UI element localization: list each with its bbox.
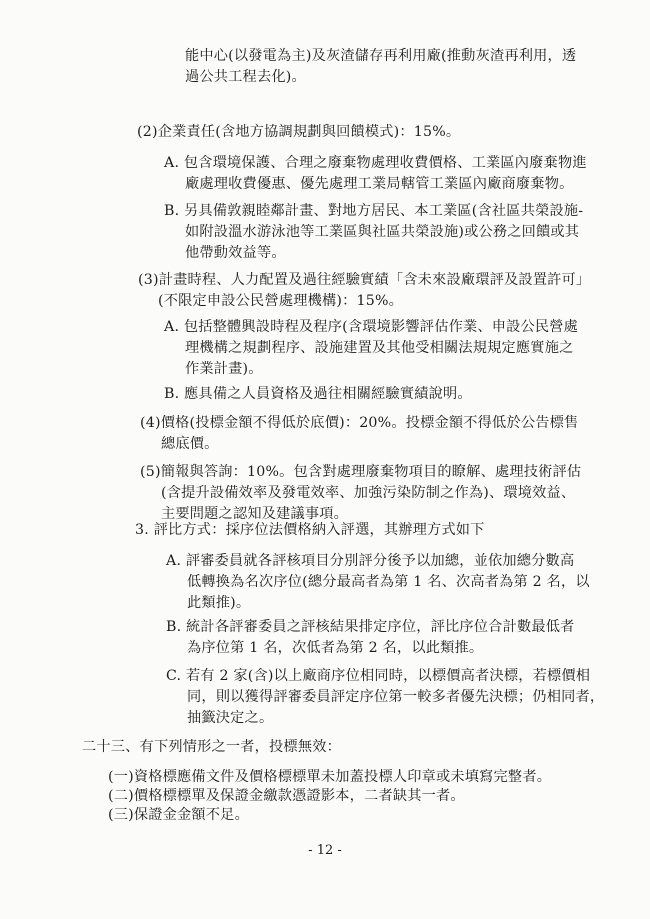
text-line: (三)保證金金額不足。 [108,807,249,823]
page-number: - 12 - [308,843,342,858]
article-23-item-2 [108,786,465,807]
text-line: A. 包括整體興設時程及程序(含環境影響評估作業、申設公民營處 [164,319,579,335]
text-line: 理機構之規劃程序、設施建置及其他受相關法規規定應實施之 [185,340,574,356]
text-line: 為序位第 1 名，次低者為第 2 名，以此類推。 [187,640,484,656]
text-line: (3)計畫時程、人力配置及過往經驗實績「含未來設廠環評及設置許可」 [138,272,591,288]
text-line: (2)企業責任(含地方協調規劃與回饋模式)：15%。 [137,124,461,140]
text-line: 廠處理收費優惠、優先處理工業局轄管工業區內廠商廢棄物。 [185,176,574,192]
text-line: 他帶動效益等。 [185,245,286,261]
item-3a-paragraph [164,317,578,380]
article-23-heading [82,737,341,758]
text-line: 二十三、有下列情形之一者，投標無效： [82,739,341,755]
text-line: (4)價格(投標金額不得低於底價)：20%。投標金額不得低於公告標售 [140,415,579,431]
text-line: 如附設溫水游泳池等工業區與社區共榮設施)或公務之回饋或其 [185,224,580,240]
text-line: (二)價格標標單及保證金繳款憑證影本，二者缺其一者。 [108,788,465,804]
section-3a-paragraph [166,551,590,614]
text-line: 同，則以獲得評審委員評定序位第一較多者優先決標；仍相同者， [187,689,605,705]
text-line: (含提升設備效率及發電效率、加強污染防制之作為)、環境效益、 [161,485,576,501]
item-4-paragraph [140,413,578,455]
item-2a-paragraph [164,153,587,195]
text-line: 主要問題之認知及建議事項。 [161,506,349,522]
text-line: (一)資格標應備文件及價格標標單未加蓋投標人印章或未填寫完整者。 [108,769,552,785]
text-line: 過公共工程去化)。 [185,69,306,85]
text-line: B. 應具備之人員資格及過往相關經驗實績說明。 [164,386,472,402]
text-line: (5)簡報與答詢：10%。包含對處理廢棄物項目的瞭解、處理技術評估 [140,464,582,480]
text-line: 3. 評比方式：採序位法價格納入評選，其辦理方式如下 [135,522,485,538]
text-line: 能中心(以發電為主)及灰渣儲存再利用廠(推動灰渣再利用，透 [185,48,577,64]
item-3b-paragraph [164,384,472,405]
text-line: 此類推)。 [187,595,251,611]
text-line: 作業計畫)。 [185,361,263,377]
item-2-heading [137,122,460,143]
item-3-heading [138,270,590,312]
section-3-heading [135,520,485,541]
article-23-item-1 [108,767,551,788]
text-line: A. 評審委員就各評核項目分別評分後予以加總，並依加總分數高 [166,553,575,569]
item-5-paragraph [140,462,581,525]
article-23-item-3 [108,805,249,826]
section-3c-paragraph [166,666,604,729]
intro-paragraph [185,46,576,88]
text-line: 總底價。 [161,436,219,452]
text-line: A. 包含環境保護、合理之廢棄物處理收費價格、工業區內廢棄物進 [164,155,587,171]
text-line: 抽籤決定之。 [187,710,274,726]
text-line: C. 若有 2 家(含)以上廠商序位相同時，以標價高者決標，若標價相 [166,668,591,684]
item-2b-paragraph [164,201,583,264]
text-line: B. 統計各評審委員之評核結果排定序位，評比序位合計數最低者 [166,619,575,635]
text-line: (不限定申設公民營處理機構)：15%。 [158,293,404,309]
text-line: 低轉換為名次序位(總分最高者為第 1 名、次高者為第 2 名，以 [187,574,590,590]
text-line: B. 另具備敦親睦鄰計畫、對地方居民、本工業區(含社區共榮設施- [164,203,584,219]
section-3b-paragraph [166,617,575,659]
